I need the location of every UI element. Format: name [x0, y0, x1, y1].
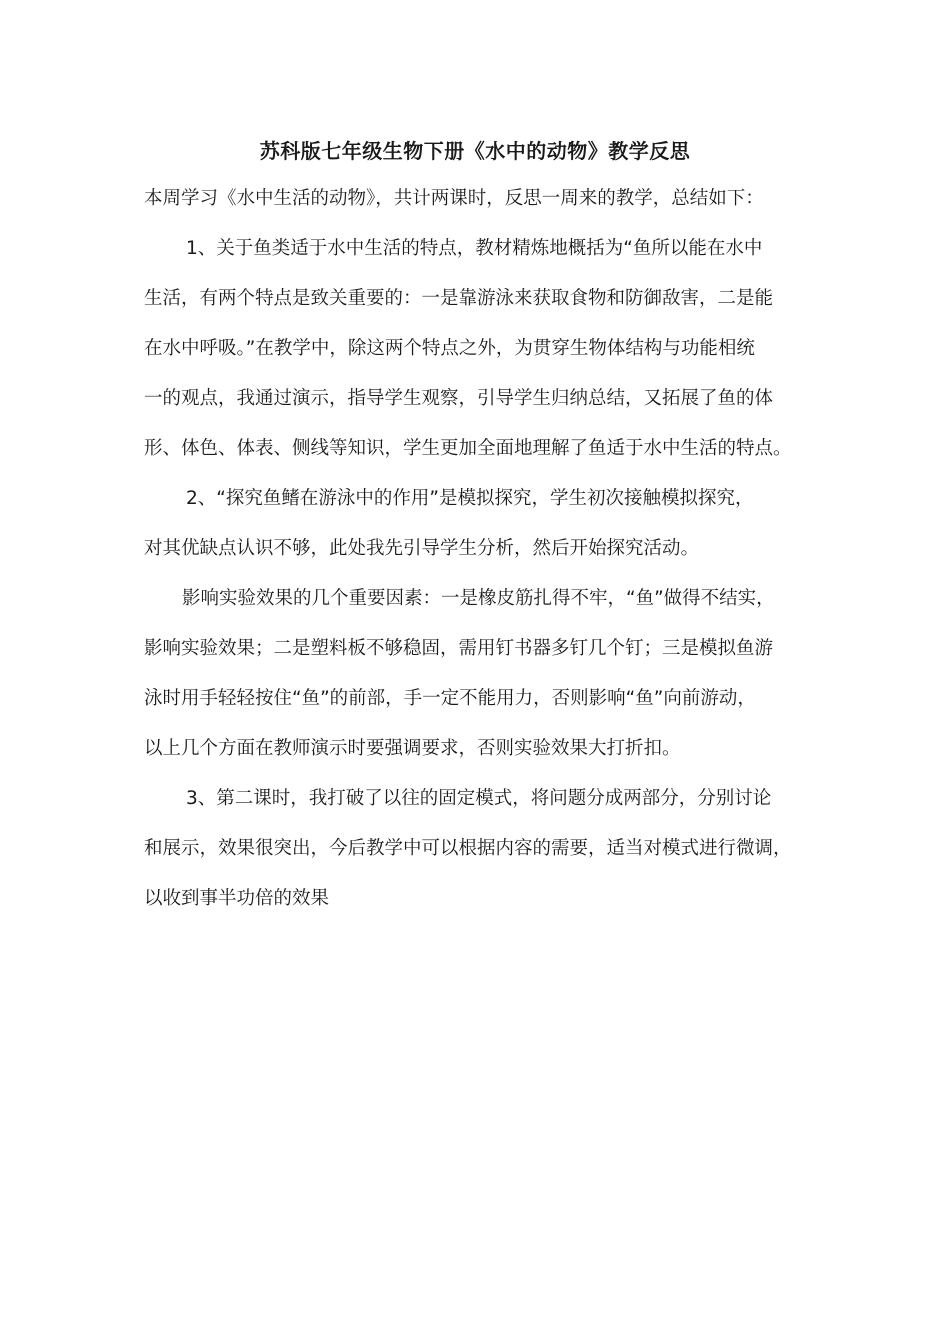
- text-line: 1、关于鱼类适于水中生活的特点，教材精炼地概括为“鱼所以能在水中: [186, 238, 763, 259]
- document-title: 苏科版七年级生物下册《水中的动物》教学反思: [259, 139, 691, 163]
- text-line: 2、“探究鱼鳍在游泳中的作用”是模拟探究，学生初次接触模拟探究，: [186, 488, 754, 509]
- text-line: 形、体色、体表、侧线等知识，学生更加全面地理解了鱼适于水中生活的特点。: [144, 438, 792, 459]
- document-body: [144, 184, 810, 934]
- text-line: 本周学习《水中生活的动物》，共计两课时，反思一周来的教学，总结如下：: [144, 188, 764, 209]
- text-line: 生活，有两个特点是致关重要的：一是靠游泳来获取食物和防御敌害，二是能: [144, 288, 774, 309]
- text-line: 以收到事半功倍的效果: [144, 888, 330, 909]
- text-line: 泳时用手轻轻按住“鱼”的前部，手一定不能用力，否则影响“鱼”向前游动，: [144, 688, 756, 709]
- text-line: 在水中呼吸。”在教学中，除这两个特点之外，为贯穿生物体结构与功能相统: [144, 338, 755, 359]
- text-line: 对其优缺点认识不够，此处我先引导学生分析，然后开始探究活动。: [144, 538, 700, 559]
- text-line: 和展示，效果很突出，今后教学中可以根据内容的需要，适当对模式进行微调，: [144, 838, 792, 859]
- text-line: 影响实验效果的几个重要因素：一是橡皮筋扎得不牢，“鱼”做得不结实，: [182, 588, 775, 609]
- text-line: 影响实验效果；二是塑料板不够稳固，需用钉书器多钉几个钉；三是模拟鱼游: [144, 638, 774, 659]
- text-line: 以上几个方面在教师演示时要强调要求，否则实验效果大打折扣。: [144, 738, 681, 759]
- text-line: 一的观点，我通过演示，指导学生观察，引导学生归纳总结，又拓展了鱼的体: [144, 388, 774, 409]
- text-line: 3、第二课时，我打破了以往的固定模式，将问题分成两部分，分别讨论: [186, 788, 772, 809]
